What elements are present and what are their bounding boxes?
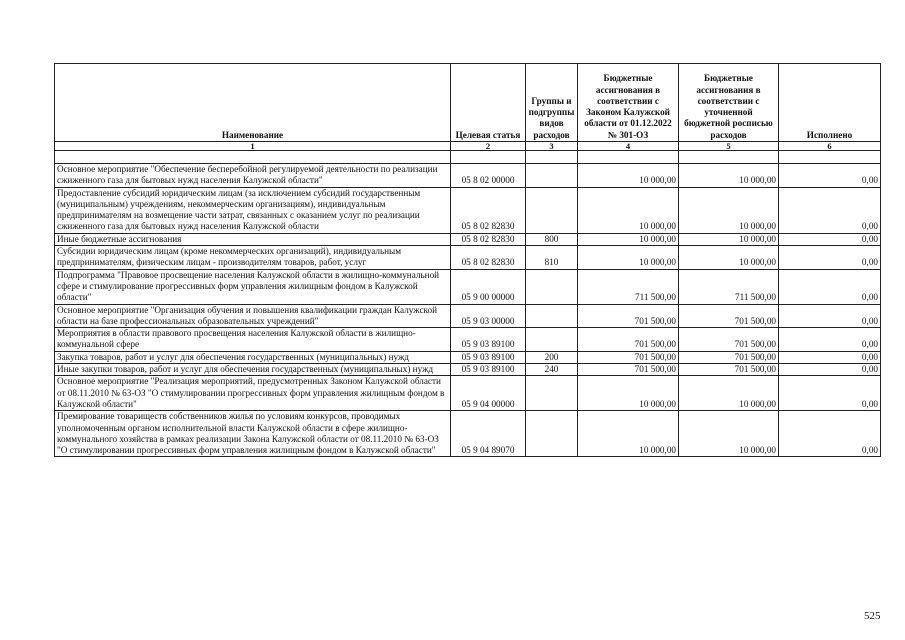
row-budget-law: 10 000,00 [578,164,679,188]
row-expense-group [526,411,578,457]
row-executed: 0,00 [779,246,881,270]
table-row [55,164,881,188]
row-budget-law: 701 500,00 [578,351,679,363]
row-executed: 0,00 [779,304,881,328]
row-budget-law: 10 000,00 [578,411,679,457]
row-target-article: 05 9 03 89100 [451,364,526,376]
table-row [55,304,881,328]
row-target-article: 05 9 03 89100 [451,328,526,352]
row-budget-refined: 10 000,00 [679,233,779,245]
row-name: Иные закупки товаров, работ и услуг для обеспечения государственных (муниципальных) нужд [55,364,451,376]
header-row [55,64,881,142]
row-budget-refined: 701 500,00 [679,304,779,328]
row-budget-refined: 10 000,00 [679,187,779,233]
table-body [55,151,881,457]
row-expense-group [526,304,578,328]
row-expense-group [526,187,578,233]
row-executed: 0,00 [779,328,881,352]
row-target-article: 05 8 02 82830 [451,187,526,233]
row-name: Предоставление субсидий юридическим лицам (за исключением субсидий государственным (муниципальным) учреждениям, некоммерческим организациям), индивидуальным предпринимателям на возмещение части затрат, связанных с оказанием услуг по реализации сжиженного газа для бытовых нужд населения Калужской области [55,187,451,233]
row-expense-group: 240 [526,364,578,376]
row-executed: 0,00 [779,187,881,233]
row-target-article: 05 9 00 00000 [451,269,526,304]
row-expense-group: 800 [526,233,578,245]
budget-table [54,63,881,457]
row-executed: 0,00 [779,411,881,457]
row-name: Основное мероприятие "Реализация мероприятий, предусмотренных Законом Калужской области от 08.11.2010 № 63-ОЗ "О стимулировании прогрессивных форм управления жилищным фондом в Калужской области" [55,376,451,411]
row-name: Подпрограмма "Правовое просвещение населения Калужской области в жилищно-коммунальной сфере и стимулирование прогрессивных форм управления жилищным фондом в Калужской области" [55,269,451,304]
row-expense-group [526,328,578,352]
row-name: Основное мероприятие "Обеспечение бесперебойной регулируемой деятельности по реализации сжиженного газа для бытовых нужд населения Калужской области" [55,164,451,188]
row-name: Закупка товаров, работ и услуг для обеспечения государственных (муниципальных) нужд [55,351,451,363]
row-executed: 0,00 [779,376,881,411]
column-number: 2 [451,142,526,151]
row-budget-law: 10 000,00 [578,376,679,411]
row-budget-refined: 10 000,00 [679,164,779,188]
column-number: 1 [55,142,451,151]
row-expense-group: 810 [526,246,578,270]
table-row [55,351,881,363]
row-budget-law: 10 000,00 [578,233,679,245]
row-budget-refined: 701 500,00 [679,351,779,363]
row-name: Основное мероприятие "Организация обучения и повышения квалификации граждан Калужской области на базе профессиональных образовательных учреждений" [55,304,451,328]
row-budget-law: 10 000,00 [578,187,679,233]
row-budget-refined: 701 500,00 [679,328,779,352]
table-row [55,328,881,352]
row-target-article: 05 9 03 00000 [451,304,526,328]
table-row [55,187,881,233]
row-name: Премирование товариществ собственников жилья по условиям конкурсов, проводимых уполномоченным органом исполнительной власти Калужской области в сфере жилищно-коммунального хозяйства в рамках реализации Закона Калужской области от 08.11.2010 № 63-ОЗ "О стимулировании прогрессивных форм управления жилищным фондом в Калужской области" [55,411,451,457]
row-budget-law: 701 500,00 [578,364,679,376]
header-budget-law: Бюджетные ассигнования в соответствии с Законом Калужской области от 01.12.2022 № 301-ОЗ [578,64,679,142]
row-budget-refined: 10 000,00 [679,246,779,270]
table-row [55,269,881,304]
row-budget-refined: 10 000,00 [679,376,779,411]
header-budget-refined: Бюджетные ассигнования в соответствии с уточненной бюджетной росписью расходов [679,64,779,142]
row-target-article: 05 9 03 89100 [451,351,526,363]
table-row [55,246,881,270]
column-number: 5 [679,142,779,151]
row-target-article: 05 9 04 89070 [451,411,526,457]
row-target-article: 05 8 02 82830 [451,246,526,270]
row-expense-group [526,164,578,188]
page-number: 525 [864,610,881,622]
row-target-article: 05 9 04 00000 [451,376,526,411]
row-budget-refined: 711 500,00 [679,269,779,304]
row-expense-group [526,376,578,411]
table-row [55,233,881,245]
row-executed: 0,00 [779,269,881,304]
header-executed: Исполнено [779,64,881,142]
table-row [55,411,881,457]
row-name: Субсидии юридическим лицам (кроме некоммерческих организаций), индивидуальным предпринимателям, физическим лицам - производителям товаров, работ, услуг [55,246,451,270]
column-number: 4 [578,142,679,151]
row-target-article: 05 8 02 00000 [451,164,526,188]
column-number: 3 [526,142,578,151]
row-expense-group [526,269,578,304]
header-name: Наименование [55,64,451,142]
header-expense-groups: Группы и подгруппы видов расходов [526,64,578,142]
row-budget-law: 711 500,00 [578,269,679,304]
row-executed: 0,00 [779,364,881,376]
header-target-article: Целевая статья [451,64,526,142]
row-name: Мероприятия в области правового просвещения населения Калужской области в жилищно-коммунальной сфере [55,328,451,352]
row-executed: 0,00 [779,233,881,245]
row-expense-group: 200 [526,351,578,363]
table-header [55,64,881,151]
row-executed: 0,00 [779,164,881,188]
row-budget-law: 701 500,00 [578,328,679,352]
table-row [55,364,881,376]
row-budget-law: 701 500,00 [578,304,679,328]
spacer-row [55,151,881,164]
row-budget-refined: 10 000,00 [679,411,779,457]
row-name: Иные бюджетные ассигнования [55,233,451,245]
row-target-article: 05 8 02 82830 [451,233,526,245]
column-number: 6 [779,142,881,151]
row-budget-law: 10 000,00 [578,246,679,270]
row-executed: 0,00 [779,351,881,363]
table-row [55,376,881,411]
column-numbers-row [55,142,881,151]
row-budget-refined: 701 500,00 [679,364,779,376]
